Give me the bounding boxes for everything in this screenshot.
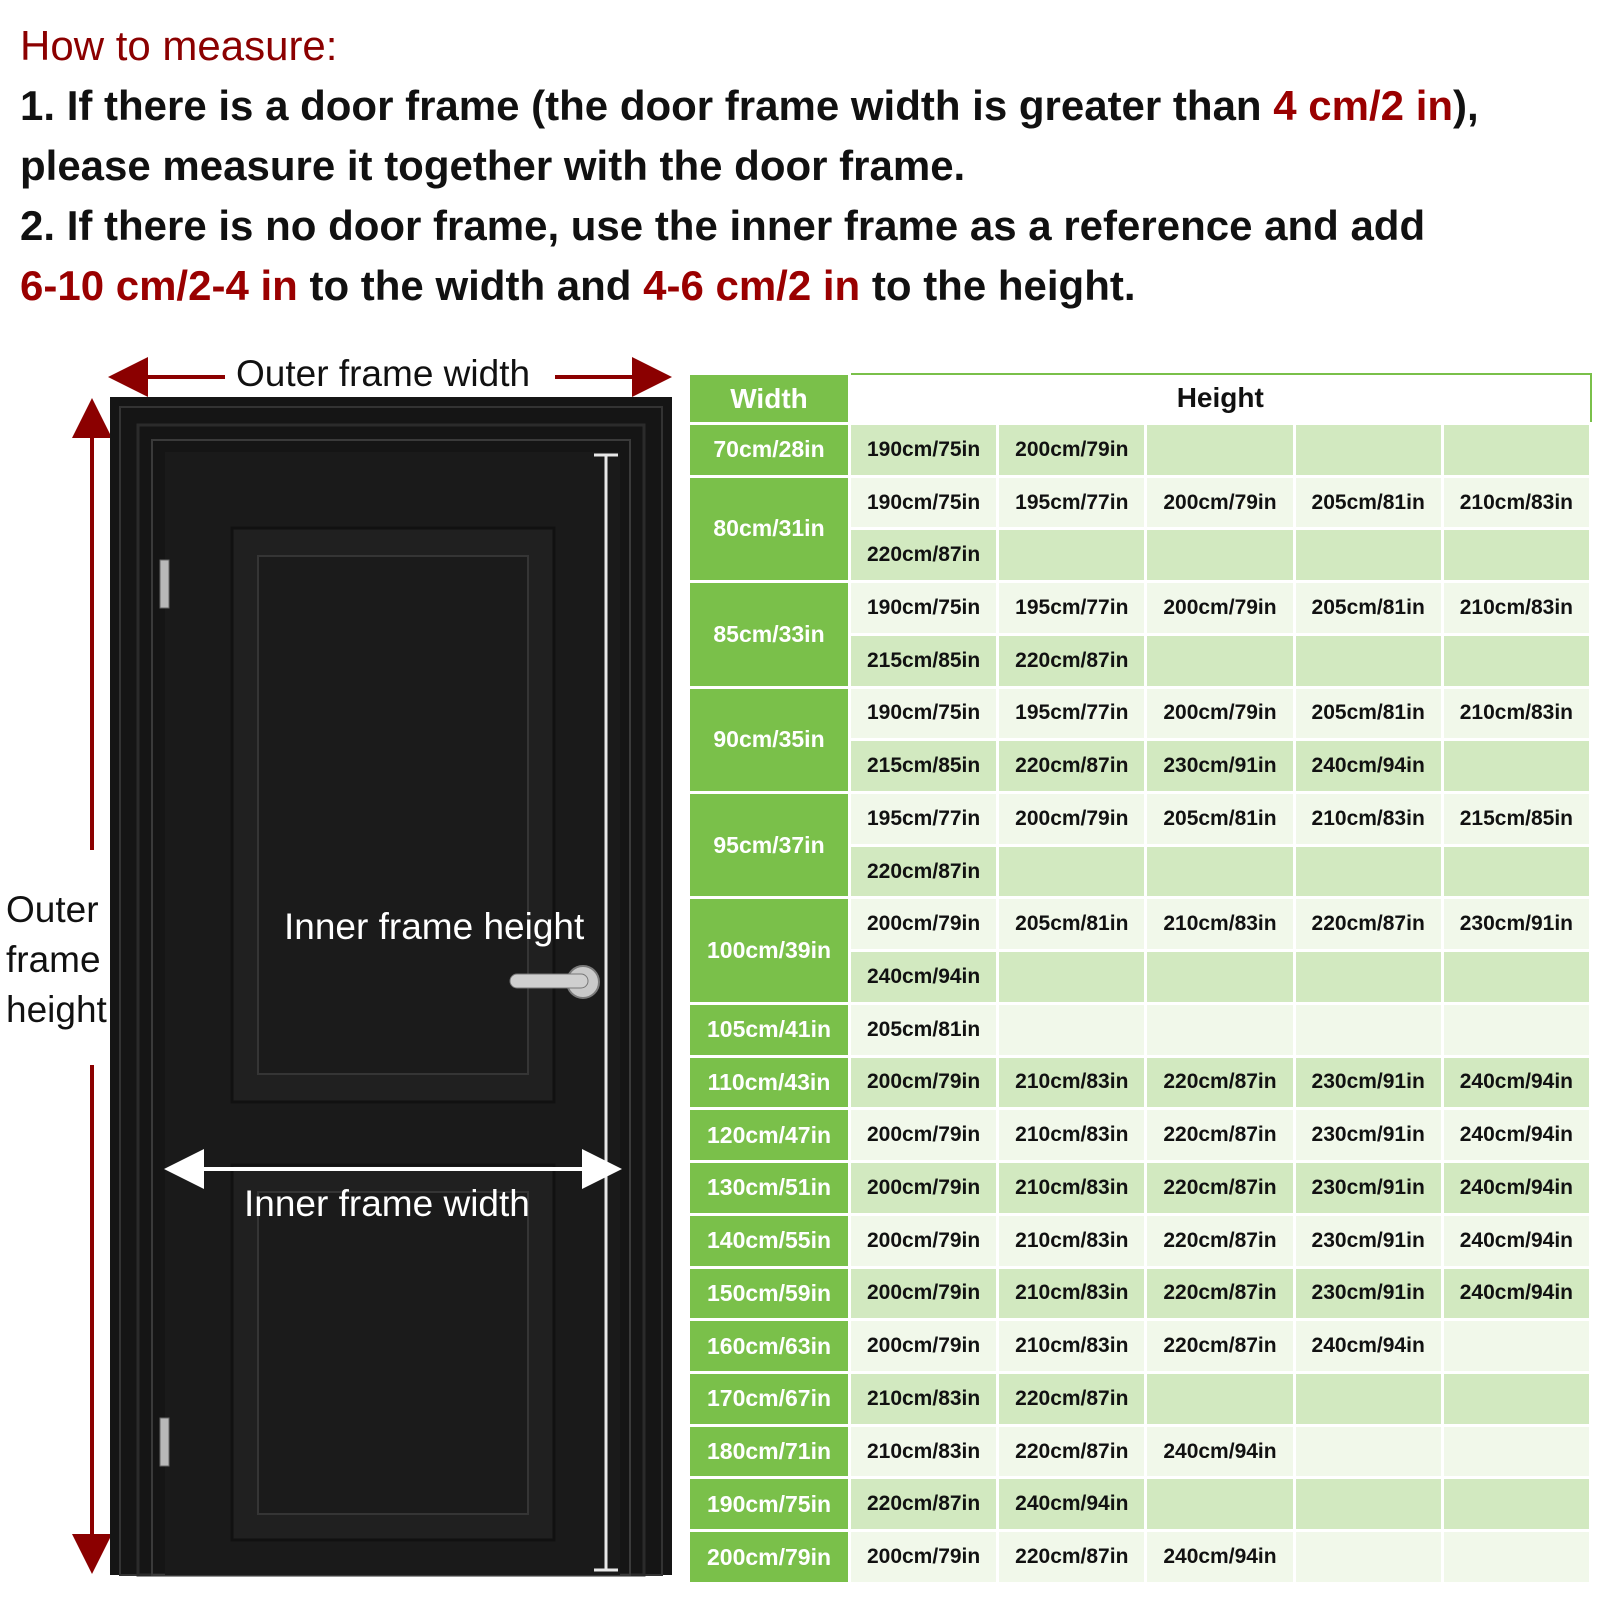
table-row [689, 582, 1591, 635]
width-cell: 160cm/63in [689, 1320, 850, 1373]
height-cell: 230cm/91in [1146, 740, 1294, 793]
inner-frame-width-label: Inner frame width [244, 1183, 530, 1224]
height-cell: 210cm/83in [998, 1109, 1146, 1162]
height-cell [998, 529, 1146, 582]
height-cell: 220cm/87in [1146, 1056, 1294, 1109]
table-row [689, 898, 1591, 951]
highlight-value: 6-10 cm/2-4 in [20, 262, 298, 309]
height-cell: 200cm/79in [850, 898, 998, 951]
height-cell: 200cm/79in [850, 1162, 998, 1215]
height-cell: 230cm/91in [1294, 1056, 1442, 1109]
height-cell: 190cm/75in [850, 476, 998, 529]
height-cell: 240cm/94in [1294, 1320, 1442, 1373]
height-cell: 240cm/94in [1442, 1267, 1590, 1320]
height-cell [1442, 1531, 1590, 1584]
instruction-text: ), [1453, 82, 1479, 129]
table-row [689, 1478, 1591, 1531]
size-table [687, 372, 1592, 1585]
table-row [689, 687, 1591, 740]
height-cell [1294, 1003, 1442, 1056]
height-cell: 220cm/87in [850, 845, 998, 898]
table-body [689, 424, 1591, 1584]
height-cell [1294, 845, 1442, 898]
table-row [689, 1109, 1591, 1162]
height-cell [1146, 424, 1294, 477]
width-cell: 150cm/59in [689, 1267, 850, 1320]
instruction-text: to the height. [860, 262, 1136, 309]
instructions [20, 16, 1590, 316]
height-cell: 210cm/83in [1294, 793, 1442, 846]
height-cell: 210cm/83in [1442, 582, 1590, 635]
height-cell: 200cm/79in [850, 1214, 998, 1267]
highlight-value: 4-6 cm/2 in [643, 262, 861, 309]
table-row [689, 1056, 1591, 1109]
height-cell [1146, 951, 1294, 1004]
width-cell: 190cm/75in [689, 1478, 850, 1531]
height-cell: 195cm/77in [998, 687, 1146, 740]
height-cell: 220cm/87in [1146, 1267, 1294, 1320]
outer-frame-width-label: Outer frame width [236, 353, 531, 394]
height-cell: 220cm/87in [998, 1425, 1146, 1478]
height-cell: 205cm/81in [1146, 793, 1294, 846]
height-cell [1294, 424, 1442, 477]
height-cell: 205cm/81in [1294, 687, 1442, 740]
width-cell: 100cm/39in [689, 898, 850, 1003]
height-cell: 195cm/77in [998, 582, 1146, 635]
height-cell [1146, 1372, 1294, 1425]
height-cell: 200cm/79in [850, 1531, 998, 1584]
height-cell [1146, 1003, 1294, 1056]
height-cell [1294, 1478, 1442, 1531]
height-cell [998, 951, 1146, 1004]
height-cell [998, 845, 1146, 898]
height-cell [1442, 951, 1590, 1004]
width-cell: 120cm/47in [689, 1109, 850, 1162]
width-column-header: Width [689, 374, 850, 424]
height-cell: 220cm/87in [1146, 1214, 1294, 1267]
table-row [689, 1214, 1591, 1267]
width-cell: 200cm/79in [689, 1531, 850, 1584]
table-row [689, 1320, 1591, 1373]
height-cell: 220cm/87in [1294, 898, 1442, 951]
height-cell: 210cm/83in [1442, 476, 1590, 529]
height-cell [1442, 529, 1590, 582]
height-cell: 210cm/83in [1442, 687, 1590, 740]
height-cell: 215cm/85in [1442, 793, 1590, 846]
height-cell: 210cm/83in [850, 1425, 998, 1478]
height-cell [1442, 845, 1590, 898]
height-cell: 210cm/83in [850, 1372, 998, 1425]
height-cell: 195cm/77in [850, 793, 998, 846]
outer-height-word: height [6, 989, 107, 1030]
width-cell: 110cm/43in [689, 1056, 850, 1109]
height-cell [1442, 634, 1590, 687]
width-cell: 130cm/51in [689, 1162, 850, 1215]
height-cell: 205cm/81in [850, 1003, 998, 1056]
height-cell: 240cm/94in [850, 951, 998, 1004]
table-row [689, 1162, 1591, 1215]
height-column-header: Height [850, 374, 1591, 424]
height-cell: 205cm/81in [1294, 476, 1442, 529]
height-cell: 230cm/91in [1294, 1109, 1442, 1162]
height-cell: 240cm/94in [1146, 1531, 1294, 1584]
height-cell [1294, 951, 1442, 1004]
height-cell: 195cm/77in [998, 476, 1146, 529]
height-cell: 220cm/87in [998, 740, 1146, 793]
height-cell: 220cm/87in [1146, 1162, 1294, 1215]
height-cell [1442, 1003, 1590, 1056]
width-cell: 80cm/31in [689, 476, 850, 581]
height-cell: 200cm/79in [850, 1320, 998, 1373]
table-row [689, 424, 1591, 477]
height-cell [1146, 845, 1294, 898]
width-cell: 85cm/33in [689, 582, 850, 687]
height-cell [1294, 634, 1442, 687]
height-cell [998, 1003, 1146, 1056]
height-cell: 190cm/75in [850, 582, 998, 635]
height-cell: 200cm/79in [1146, 582, 1294, 635]
width-cell: 180cm/71in [689, 1425, 850, 1478]
height-cell: 190cm/75in [850, 687, 998, 740]
height-cell [1294, 1531, 1442, 1584]
height-cell: 200cm/79in [850, 1109, 998, 1162]
height-cell: 215cm/85in [850, 740, 998, 793]
height-cell [1442, 1372, 1590, 1425]
width-cell: 105cm/41in [689, 1003, 850, 1056]
height-cell: 220cm/87in [1146, 1320, 1294, 1373]
height-cell: 210cm/83in [998, 1162, 1146, 1215]
height-cell: 240cm/94in [1442, 1056, 1590, 1109]
height-cell: 230cm/91in [1294, 1162, 1442, 1215]
height-cell: 210cm/83in [998, 1320, 1146, 1373]
height-cell [1442, 1478, 1590, 1531]
height-cell [1146, 634, 1294, 687]
highlight-value: 4 cm/2 in [1273, 82, 1454, 129]
instruction-text: to the width and [297, 262, 644, 309]
instruction-line-4 [20, 256, 1590, 316]
height-cell: 240cm/94in [1442, 1162, 1590, 1215]
height-cell: 240cm/94in [1146, 1425, 1294, 1478]
height-cell: 220cm/87in [850, 529, 998, 582]
outer-height-word: Outer [6, 889, 99, 930]
height-cell [1442, 424, 1590, 477]
height-cell: 230cm/91in [1294, 1267, 1442, 1320]
height-cell: 200cm/79in [998, 424, 1146, 477]
table-row [689, 1003, 1591, 1056]
instruction-line-3: 2. If there is no door frame, use the inner frame as a reference and add [20, 202, 1426, 249]
table-row [689, 1425, 1591, 1478]
width-cell: 140cm/55in [689, 1214, 850, 1267]
height-cell [1294, 1425, 1442, 1478]
height-cell: 200cm/79in [1146, 476, 1294, 529]
height-cell: 220cm/87in [850, 1478, 998, 1531]
height-cell [1294, 1372, 1442, 1425]
table-header-row [689, 374, 1591, 424]
height-cell: 200cm/79in [1146, 687, 1294, 740]
height-cell: 240cm/94in [1442, 1214, 1590, 1267]
height-cell [1442, 740, 1590, 793]
height-cell: 230cm/91in [1442, 898, 1590, 951]
inner-frame-height-label: Inner frame height [284, 906, 585, 947]
height-cell [1442, 1425, 1590, 1478]
instruction-text: 1. If there is a door frame (the door frame width is greater than [20, 82, 1274, 129]
height-cell: 200cm/79in [850, 1267, 998, 1320]
height-cell: 205cm/81in [998, 898, 1146, 951]
height-cell: 215cm/85in [850, 634, 998, 687]
height-cell: 220cm/87in [998, 634, 1146, 687]
width-cell: 70cm/28in [689, 424, 850, 477]
height-cell: 200cm/79in [850, 1056, 998, 1109]
instructions-title: How to measure: [20, 22, 338, 69]
table-row [689, 1267, 1591, 1320]
height-cell: 240cm/94in [998, 1478, 1146, 1531]
instruction-line-2: please measure it together with the door frame. [20, 142, 966, 189]
height-cell: 200cm/79in [998, 793, 1146, 846]
height-cell [1146, 1478, 1294, 1531]
width-cell: 170cm/67in [689, 1372, 850, 1425]
height-cell [1146, 529, 1294, 582]
height-cell [1294, 529, 1442, 582]
height-cell: 220cm/87in [1146, 1109, 1294, 1162]
table-row [689, 476, 1591, 529]
height-cell: 205cm/81in [1294, 582, 1442, 635]
instruction-line-1 [20, 76, 1590, 136]
width-cell: 95cm/37in [689, 793, 850, 898]
table-row [689, 793, 1591, 846]
width-cell: 90cm/35in [689, 687, 850, 792]
height-cell: 220cm/87in [998, 1372, 1146, 1425]
height-cell: 240cm/94in [1294, 740, 1442, 793]
height-cell: 240cm/94in [1442, 1109, 1590, 1162]
height-cell [1442, 1320, 1590, 1373]
table-row [689, 1372, 1591, 1425]
outer-height-word: frame [6, 939, 101, 980]
height-cell: 230cm/91in [1294, 1214, 1442, 1267]
outer-frame-height-label [6, 885, 107, 1035]
height-cell: 190cm/75in [850, 424, 998, 477]
height-cell: 210cm/83in [998, 1056, 1146, 1109]
hinge-lower [160, 1418, 169, 1466]
hinge-upper [160, 560, 169, 608]
height-cell: 210cm/83in [1146, 898, 1294, 951]
height-cell: 220cm/87in [998, 1531, 1146, 1584]
door-handle [510, 974, 588, 988]
table-row [689, 1531, 1591, 1584]
height-cell: 210cm/83in [998, 1214, 1146, 1267]
height-cell: 210cm/83in [998, 1267, 1146, 1320]
